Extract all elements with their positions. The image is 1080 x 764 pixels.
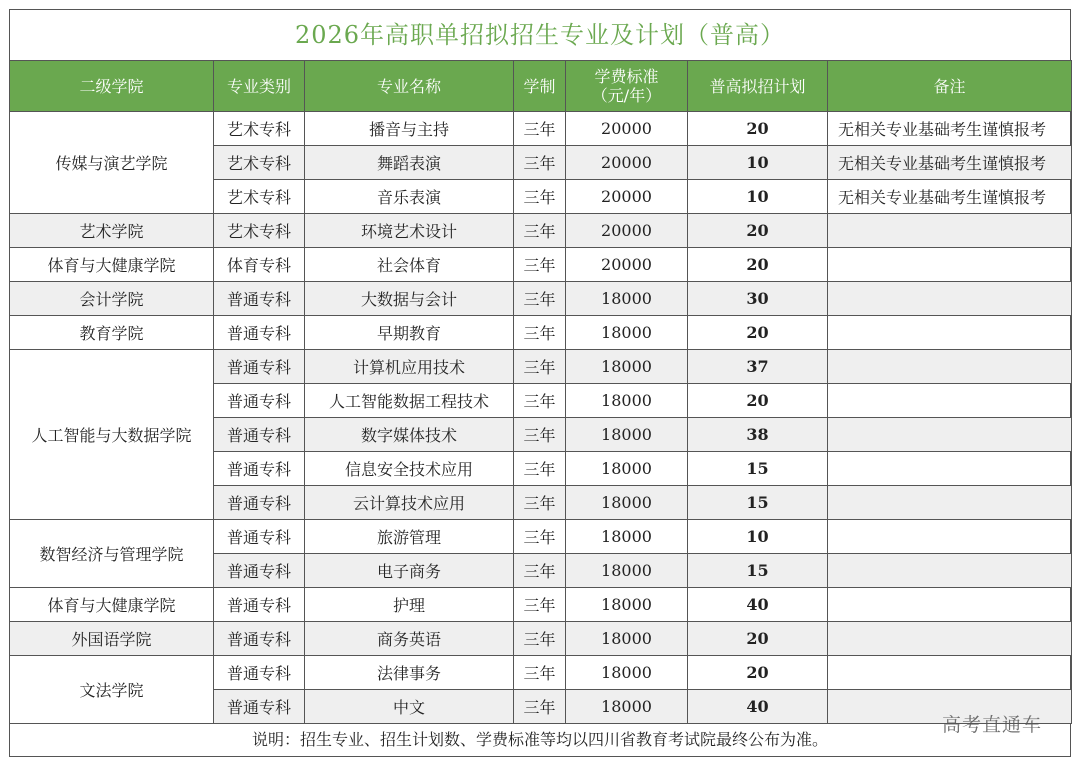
header-plan: 普高拟招计划 bbox=[688, 61, 828, 112]
duration-cell: 三年 bbox=[514, 282, 566, 316]
table-row bbox=[10, 350, 1072, 384]
table-header-row bbox=[10, 61, 1072, 112]
plan-cell: 38 bbox=[688, 418, 828, 452]
category-cell: 艺术专科 bbox=[214, 112, 305, 146]
table-row bbox=[10, 282, 1072, 316]
remark-cell bbox=[828, 384, 1072, 418]
plan-cell: 15 bbox=[688, 486, 828, 520]
remark-cell bbox=[828, 554, 1072, 588]
header-college: 二级学院 bbox=[10, 61, 214, 112]
duration-cell: 三年 bbox=[514, 690, 566, 724]
major-cell: 信息安全技术应用 bbox=[305, 452, 514, 486]
duration-cell: 三年 bbox=[514, 316, 566, 350]
fee-cell: 18000 bbox=[566, 452, 688, 486]
plan-cell: 10 bbox=[688, 146, 828, 180]
remark-cell bbox=[828, 486, 1072, 520]
category-cell: 普通专科 bbox=[214, 418, 305, 452]
category-cell: 艺术专科 bbox=[214, 180, 305, 214]
duration-cell: 三年 bbox=[514, 554, 566, 588]
duration-cell: 三年 bbox=[514, 180, 566, 214]
duration-cell: 三年 bbox=[514, 486, 566, 520]
fee-cell: 18000 bbox=[566, 384, 688, 418]
duration-cell: 三年 bbox=[514, 248, 566, 282]
category-cell: 普通专科 bbox=[214, 316, 305, 350]
fee-cell: 18000 bbox=[566, 350, 688, 384]
plan-cell: 40 bbox=[688, 690, 828, 724]
major-cell: 中文 bbox=[305, 690, 514, 724]
major-cell: 舞蹈表演 bbox=[305, 146, 514, 180]
college-cell: 人工智能与大数据学院 bbox=[10, 350, 214, 520]
college-cell: 外国语学院 bbox=[10, 622, 214, 656]
fee-cell: 20000 bbox=[566, 112, 688, 146]
plan-cell: 20 bbox=[688, 384, 828, 418]
college-cell: 教育学院 bbox=[10, 316, 214, 350]
fee-cell: 20000 bbox=[566, 146, 688, 180]
major-cell: 云计算技术应用 bbox=[305, 486, 514, 520]
fee-cell: 18000 bbox=[566, 282, 688, 316]
duration-cell: 三年 bbox=[514, 656, 566, 690]
plan-cell: 10 bbox=[688, 180, 828, 214]
major-cell: 旅游管理 bbox=[305, 520, 514, 554]
table-row bbox=[10, 316, 1072, 350]
footer-note: 说明：招生专业、招生计划数、学费标准等均以四川省教育考试院最终公布为准。 bbox=[251, 730, 828, 749]
fee-cell: 18000 bbox=[566, 316, 688, 350]
header-fee-line2: （元/年） bbox=[591, 86, 662, 105]
major-cell: 早期教育 bbox=[305, 316, 514, 350]
category-cell: 普通专科 bbox=[214, 520, 305, 554]
table-row bbox=[10, 112, 1072, 146]
plan-cell: 40 bbox=[688, 588, 828, 622]
duration-cell: 三年 bbox=[514, 622, 566, 656]
college-cell: 传媒与演艺学院 bbox=[10, 112, 214, 214]
category-cell: 普通专科 bbox=[214, 656, 305, 690]
plan-cell: 20 bbox=[688, 214, 828, 248]
remark-cell: 无相关专业基础考生谨慎报考 bbox=[828, 112, 1072, 146]
duration-cell: 三年 bbox=[514, 520, 566, 554]
table-row bbox=[10, 622, 1072, 656]
category-cell: 艺术专科 bbox=[214, 146, 305, 180]
college-cell: 体育与大健康学院 bbox=[10, 248, 214, 282]
college-cell: 文法学院 bbox=[10, 656, 214, 724]
table-row bbox=[10, 214, 1072, 248]
plan-cell: 20 bbox=[688, 112, 828, 146]
remark-cell bbox=[828, 588, 1072, 622]
duration-cell: 三年 bbox=[514, 350, 566, 384]
header-fee bbox=[566, 61, 688, 112]
major-cell: 大数据与会计 bbox=[305, 282, 514, 316]
college-cell: 艺术学院 bbox=[10, 214, 214, 248]
plan-cell: 37 bbox=[688, 350, 828, 384]
category-cell: 普通专科 bbox=[214, 350, 305, 384]
major-cell: 社会体育 bbox=[305, 248, 514, 282]
college-cell: 数智经济与管理学院 bbox=[10, 520, 214, 588]
duration-cell: 三年 bbox=[514, 588, 566, 622]
remark-cell bbox=[828, 350, 1072, 384]
plan-cell: 20 bbox=[688, 656, 828, 690]
table-row bbox=[10, 588, 1072, 622]
watermark: 高考直通车 bbox=[942, 714, 1043, 736]
table-body bbox=[10, 112, 1072, 724]
duration-cell: 三年 bbox=[514, 112, 566, 146]
fee-cell: 20000 bbox=[566, 214, 688, 248]
header-category: 专业类别 bbox=[214, 61, 305, 112]
category-cell: 体育专科 bbox=[214, 248, 305, 282]
remark-cell bbox=[828, 622, 1072, 656]
category-cell: 普通专科 bbox=[214, 588, 305, 622]
category-cell: 普通专科 bbox=[214, 554, 305, 588]
remark-cell bbox=[828, 452, 1072, 486]
major-cell: 计算机应用技术 bbox=[305, 350, 514, 384]
fee-cell: 18000 bbox=[566, 520, 688, 554]
major-cell: 商务英语 bbox=[305, 622, 514, 656]
fee-cell: 18000 bbox=[566, 656, 688, 690]
duration-cell: 三年 bbox=[514, 418, 566, 452]
duration-cell: 三年 bbox=[514, 452, 566, 486]
category-cell: 普通专科 bbox=[214, 282, 305, 316]
major-cell: 法律事务 bbox=[305, 656, 514, 690]
college-cell: 会计学院 bbox=[10, 282, 214, 316]
major-cell: 播音与主持 bbox=[305, 112, 514, 146]
fee-cell: 20000 bbox=[566, 180, 688, 214]
category-cell: 普通专科 bbox=[214, 622, 305, 656]
remark-cell bbox=[828, 214, 1072, 248]
major-cell: 环境艺术设计 bbox=[305, 214, 514, 248]
fee-cell: 20000 bbox=[566, 248, 688, 282]
major-cell: 人工智能数据工程技术 bbox=[305, 384, 514, 418]
plan-cell: 15 bbox=[688, 554, 828, 588]
college-cell: 体育与大健康学院 bbox=[10, 588, 214, 622]
major-cell: 电子商务 bbox=[305, 554, 514, 588]
category-cell: 普通专科 bbox=[214, 690, 305, 724]
duration-cell: 三年 bbox=[514, 384, 566, 418]
remark-cell: 无相关专业基础考生谨慎报考 bbox=[828, 146, 1072, 180]
plan-cell: 15 bbox=[688, 452, 828, 486]
fee-cell: 18000 bbox=[566, 690, 688, 724]
header-duration: 学制 bbox=[514, 61, 566, 112]
category-cell: 普通专科 bbox=[214, 384, 305, 418]
header-fee-line1: 学费标准 bbox=[594, 67, 659, 86]
duration-cell: 三年 bbox=[514, 146, 566, 180]
major-cell: 数字媒体技术 bbox=[305, 418, 514, 452]
remark-cell bbox=[828, 656, 1072, 690]
major-cell: 护理 bbox=[305, 588, 514, 622]
fee-cell: 18000 bbox=[566, 486, 688, 520]
header-major: 专业名称 bbox=[305, 61, 514, 112]
fee-cell: 18000 bbox=[566, 622, 688, 656]
plan-cell: 20 bbox=[688, 248, 828, 282]
page-title: 2026年高职单招拟招生专业及计划（普高） bbox=[294, 21, 786, 49]
plan-cell: 20 bbox=[688, 316, 828, 350]
category-cell: 普通专科 bbox=[214, 486, 305, 520]
remark-cell bbox=[828, 248, 1072, 282]
plan-cell: 10 bbox=[688, 520, 828, 554]
category-cell: 普通专科 bbox=[214, 452, 305, 486]
plan-cell: 20 bbox=[688, 622, 828, 656]
enrollment-table bbox=[9, 60, 1072, 724]
fee-cell: 18000 bbox=[566, 588, 688, 622]
remark-cell bbox=[828, 520, 1072, 554]
table-row bbox=[10, 248, 1072, 282]
major-cell: 音乐表演 bbox=[305, 180, 514, 214]
remark-cell: 无相关专业基础考生谨慎报考 bbox=[828, 180, 1072, 214]
fee-cell: 18000 bbox=[566, 554, 688, 588]
header-remark: 备注 bbox=[828, 61, 1072, 112]
table-row bbox=[10, 520, 1072, 554]
fee-cell: 18000 bbox=[566, 418, 688, 452]
table-row bbox=[10, 656, 1072, 690]
remark-cell bbox=[828, 282, 1072, 316]
duration-cell: 三年 bbox=[514, 214, 566, 248]
remark-cell bbox=[828, 316, 1072, 350]
plan-cell: 30 bbox=[688, 282, 828, 316]
category-cell: 艺术专科 bbox=[214, 214, 305, 248]
remark-cell bbox=[828, 418, 1072, 452]
